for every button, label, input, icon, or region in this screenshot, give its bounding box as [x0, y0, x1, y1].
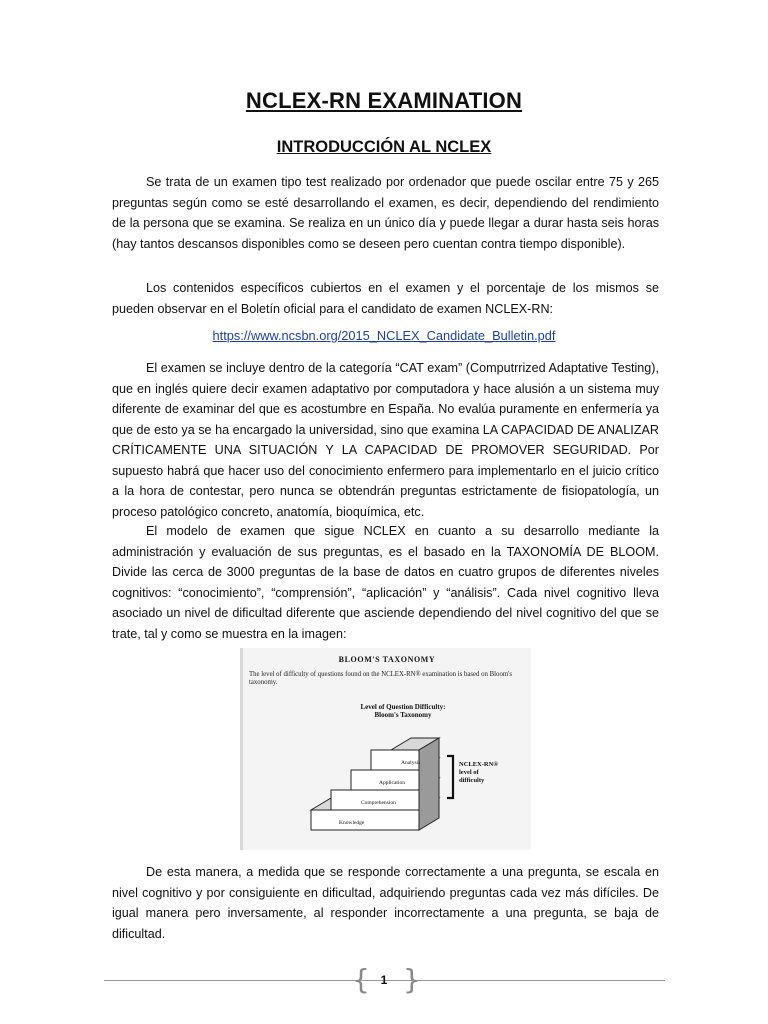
bracket-label-line2: level of [459, 769, 479, 776]
bracket-label-line1: NCLEX-RN® [459, 761, 499, 768]
paragraph-contents: Los contenidos específicos cubiertos en el examen y el porcentaje de los mismos se pueden observar en el Boletín oficial para el candidato de examen NCLEX-RN: [112, 281, 659, 316]
document-title: NCLEX-RN EXAMINATION [245, 88, 523, 113]
step-label-application: Application [379, 780, 405, 786]
step-label-analysis: Analysis [401, 760, 421, 766]
bulletin-link[interactable]: https://www.ncsbn.org/2015_NCLEX_Candidate_Bulletin.pdf [212, 328, 556, 343]
step-label-knowledge: Knowledge [339, 820, 365, 826]
section-heading: INTRODUCCIÓN AL NCLEX [276, 138, 492, 156]
step-label-comprehension: Comprehension [361, 800, 396, 806]
bloom-taxonomy-figure [240, 648, 531, 850]
paragraph-intro: Se trata de un examen tipo test realizado por ordenador que puede oscilar entre 75 y 265 preguntas según como se esté desarrollando el examen, es decir, dependiendo del rendimiento de la persona que se examina. Se realiza en un único día y puede llegar a durar hasta seis horas (hay tantos descansos disponibles como se deseen pero cuentan contra tiempo disponible). [112, 175, 659, 251]
paragraph-cat-exam: El examen se incluye dentro de la categoría “CAT exam” (Computrrized Adaptative Testing), que en inglés quiere decir examen adaptativo por computadora y hace alusión a un sistema muy diferente de examinar del que es acostumbre en España. No evalúa puramente en enfermería ya que de esto ya se ha encargado la universidad, sino que examina LA CAPACIDAD DE ANALIZAR CRÍTICAMENTE UNA SITUACIÓN Y LA CAPACIDAD DE PROMOVER SEGURIDAD. Por supuesto habrá que hacer uso del conocimiento enfermero para implementarlo en el juicio crítico a la hora de contestar, pero nunca se obtendrán preguntas estrictamente de fisiopatología, un proceso patológico concreto, anatomía, bioquímica, etc. [112, 361, 659, 519]
figure-heading-line2: Bloom's Taxonomy [374, 711, 432, 719]
paragraph-conclusion: De esta manera, a medida que se responde correctamente a una pregunta, se escala en nivel cognitivo y por consiguiente en dificultad, adquiriendo preguntas cada vez más difíciles. De igual manera pero inversamente, al responder incorrectamente a una pregunta, se baja de dificultad. [112, 865, 659, 941]
page-number: 1 [380, 973, 388, 987]
bracket-label-line3: difficulty [459, 777, 485, 784]
difficulty-bracket [447, 756, 453, 798]
right-brace-icon: } [403, 963, 421, 996]
staircase-diagram [243, 648, 531, 850]
figure-heading-line1: Level of Question Difficulty: [360, 703, 446, 711]
left-brace-icon: { [352, 963, 370, 996]
figure-caption: The level of difficulty of questions found on the NCLEX-RN® examination is based on Bloom's taxonomy. [249, 671, 512, 686]
figure-title: BLOOM'S TAXONOMY [338, 655, 436, 664]
paragraph-bloom: El modelo de examen que sigue NCLEX en cuanto a su desarrollo mediante la administración y evaluación de sus preguntas, es el basado en la TAXONOMÍA DE BLOOM. Divide las cerca de 3000 preguntas de la base de datos en cuatro grupos de diferentes niveles cognitivos: “conocimiento”, “comprensión”, “aplicación” y “análisis”. Cada nivel cognitivo lleva asociado un nivel de dificultad diferente que asciende dependiendo del nivel cognitivo del que se trate, tal y como se muestra en la imagen: [112, 524, 659, 641]
